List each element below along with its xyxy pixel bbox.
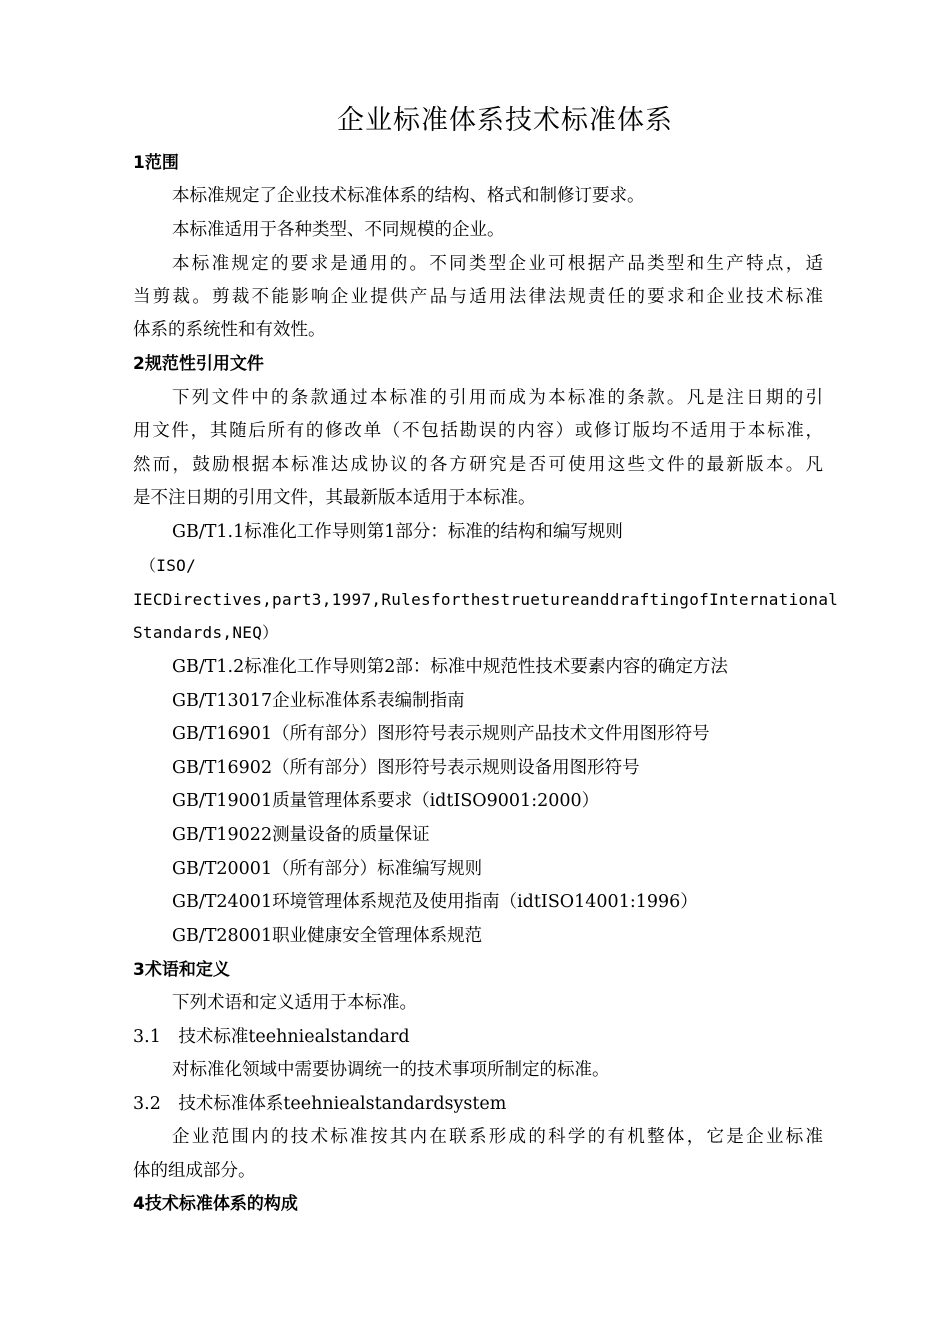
section-1-paragraph-3-line-2: 当剪裁。剪裁不能影响企业提供产品与适用法律法规责任的要求和企业技术标准	[133, 287, 823, 307]
term-3-1-heading: 3.1 技术标准teehniealstandard	[133, 1027, 410, 1047]
reference-item: GB/T1.2标准化工作导则第2部：标准中规范性技术要素内容的确定方法	[172, 657, 728, 677]
reference-item: GB/T16901（所有部分）图形符号表示规则产品技术文件用图形符号	[172, 724, 710, 744]
section-1-paragraph-1: 本标准规定了企业技术标准体系的结构、格式和制修订要求。	[172, 186, 645, 206]
section-3-heading: 3术语和定义	[133, 960, 230, 980]
term-3-2-heading: 3.2 技术标准体系teehniealstandardsystem	[133, 1094, 507, 1114]
section-2-paragraph-line-4: 是不注日期的引用文件，其最新版本适用于本标准。	[133, 488, 536, 508]
term-3-2-definition-line-2: 体的组成部分。	[133, 1161, 256, 1181]
reference-item: GB/T19001质量管理体系要求（idtISO9001:2000）	[172, 791, 600, 811]
reference-gbt1-1-equivalent-line-2: IECDirectives,part3,1997,RulesforthestruetureanddraftingofInternational	[133, 590, 839, 609]
reference-gbt1-1: GB/T1.1标准化工作导则第1部分：标准的结构和编写规则	[172, 522, 623, 542]
section-2-paragraph-line-3: 然而，鼓励根据本标准达成协议的各方研究是否可使用这些文件的最新版本。凡	[133, 455, 823, 475]
section-1-heading: 1范围	[133, 153, 179, 173]
term-3-2-definition-line-1: 企业范围内的技术标准按其内在联系形成的科学的有机整体，它是企业标准	[172, 1127, 823, 1147]
section-2-paragraph-line-2: 用文件，其随后所有的修改单（不包括勘误的内容）或修订版均不适用于本标准，	[133, 421, 823, 441]
reference-item: GB/T16902（所有部分）图形符号表示规则设备用图形符号	[172, 758, 640, 778]
section-2-heading: 2规范性引用文件	[133, 354, 264, 374]
reference-item: GB/T13017企业标准体系表编制指南	[172, 691, 465, 711]
reference-item: GB/T19022测量设备的质量保证	[172, 825, 430, 845]
reference-item: GB/T20001（所有部分）标准编写规则	[172, 859, 483, 879]
reference-item: GB/T24001环境管理体系规范及使用指南（idtISO14001:1996）	[172, 892, 698, 912]
section-1-paragraph-2: 本标准适用于各种类型、不同规模的企业。	[172, 220, 505, 240]
section-4-heading: 4技术标准体系的构成	[133, 1194, 298, 1214]
reference-gbt1-1-equivalent-line-1: （ISO/	[140, 556, 197, 575]
section-2-paragraph-line-1: 下列文件中的条款通过本标准的引用而成为本标准的条款。凡是注日期的引	[172, 388, 823, 408]
section-3-intro: 下列术语和定义适用于本标准。	[172, 993, 417, 1013]
section-1-paragraph-3-line-3: 体系的系统性和有效性。	[133, 320, 326, 340]
reference-item: GB/T28001职业健康安全管理体系规范	[172, 926, 483, 946]
reference-gbt1-1-equivalent-line-3: Standards,NEQ）	[133, 623, 279, 642]
document-title: 企业标准体系技术标准体系	[337, 105, 673, 136]
section-1-paragraph-3-line-1: 本标准规定的要求是通用的。不同类型企业可根据产品类型和生产特点，适	[172, 254, 823, 274]
term-3-1-definition: 对标准化领域中需要协调统一的技术事项所制定的标准。	[172, 1060, 610, 1080]
